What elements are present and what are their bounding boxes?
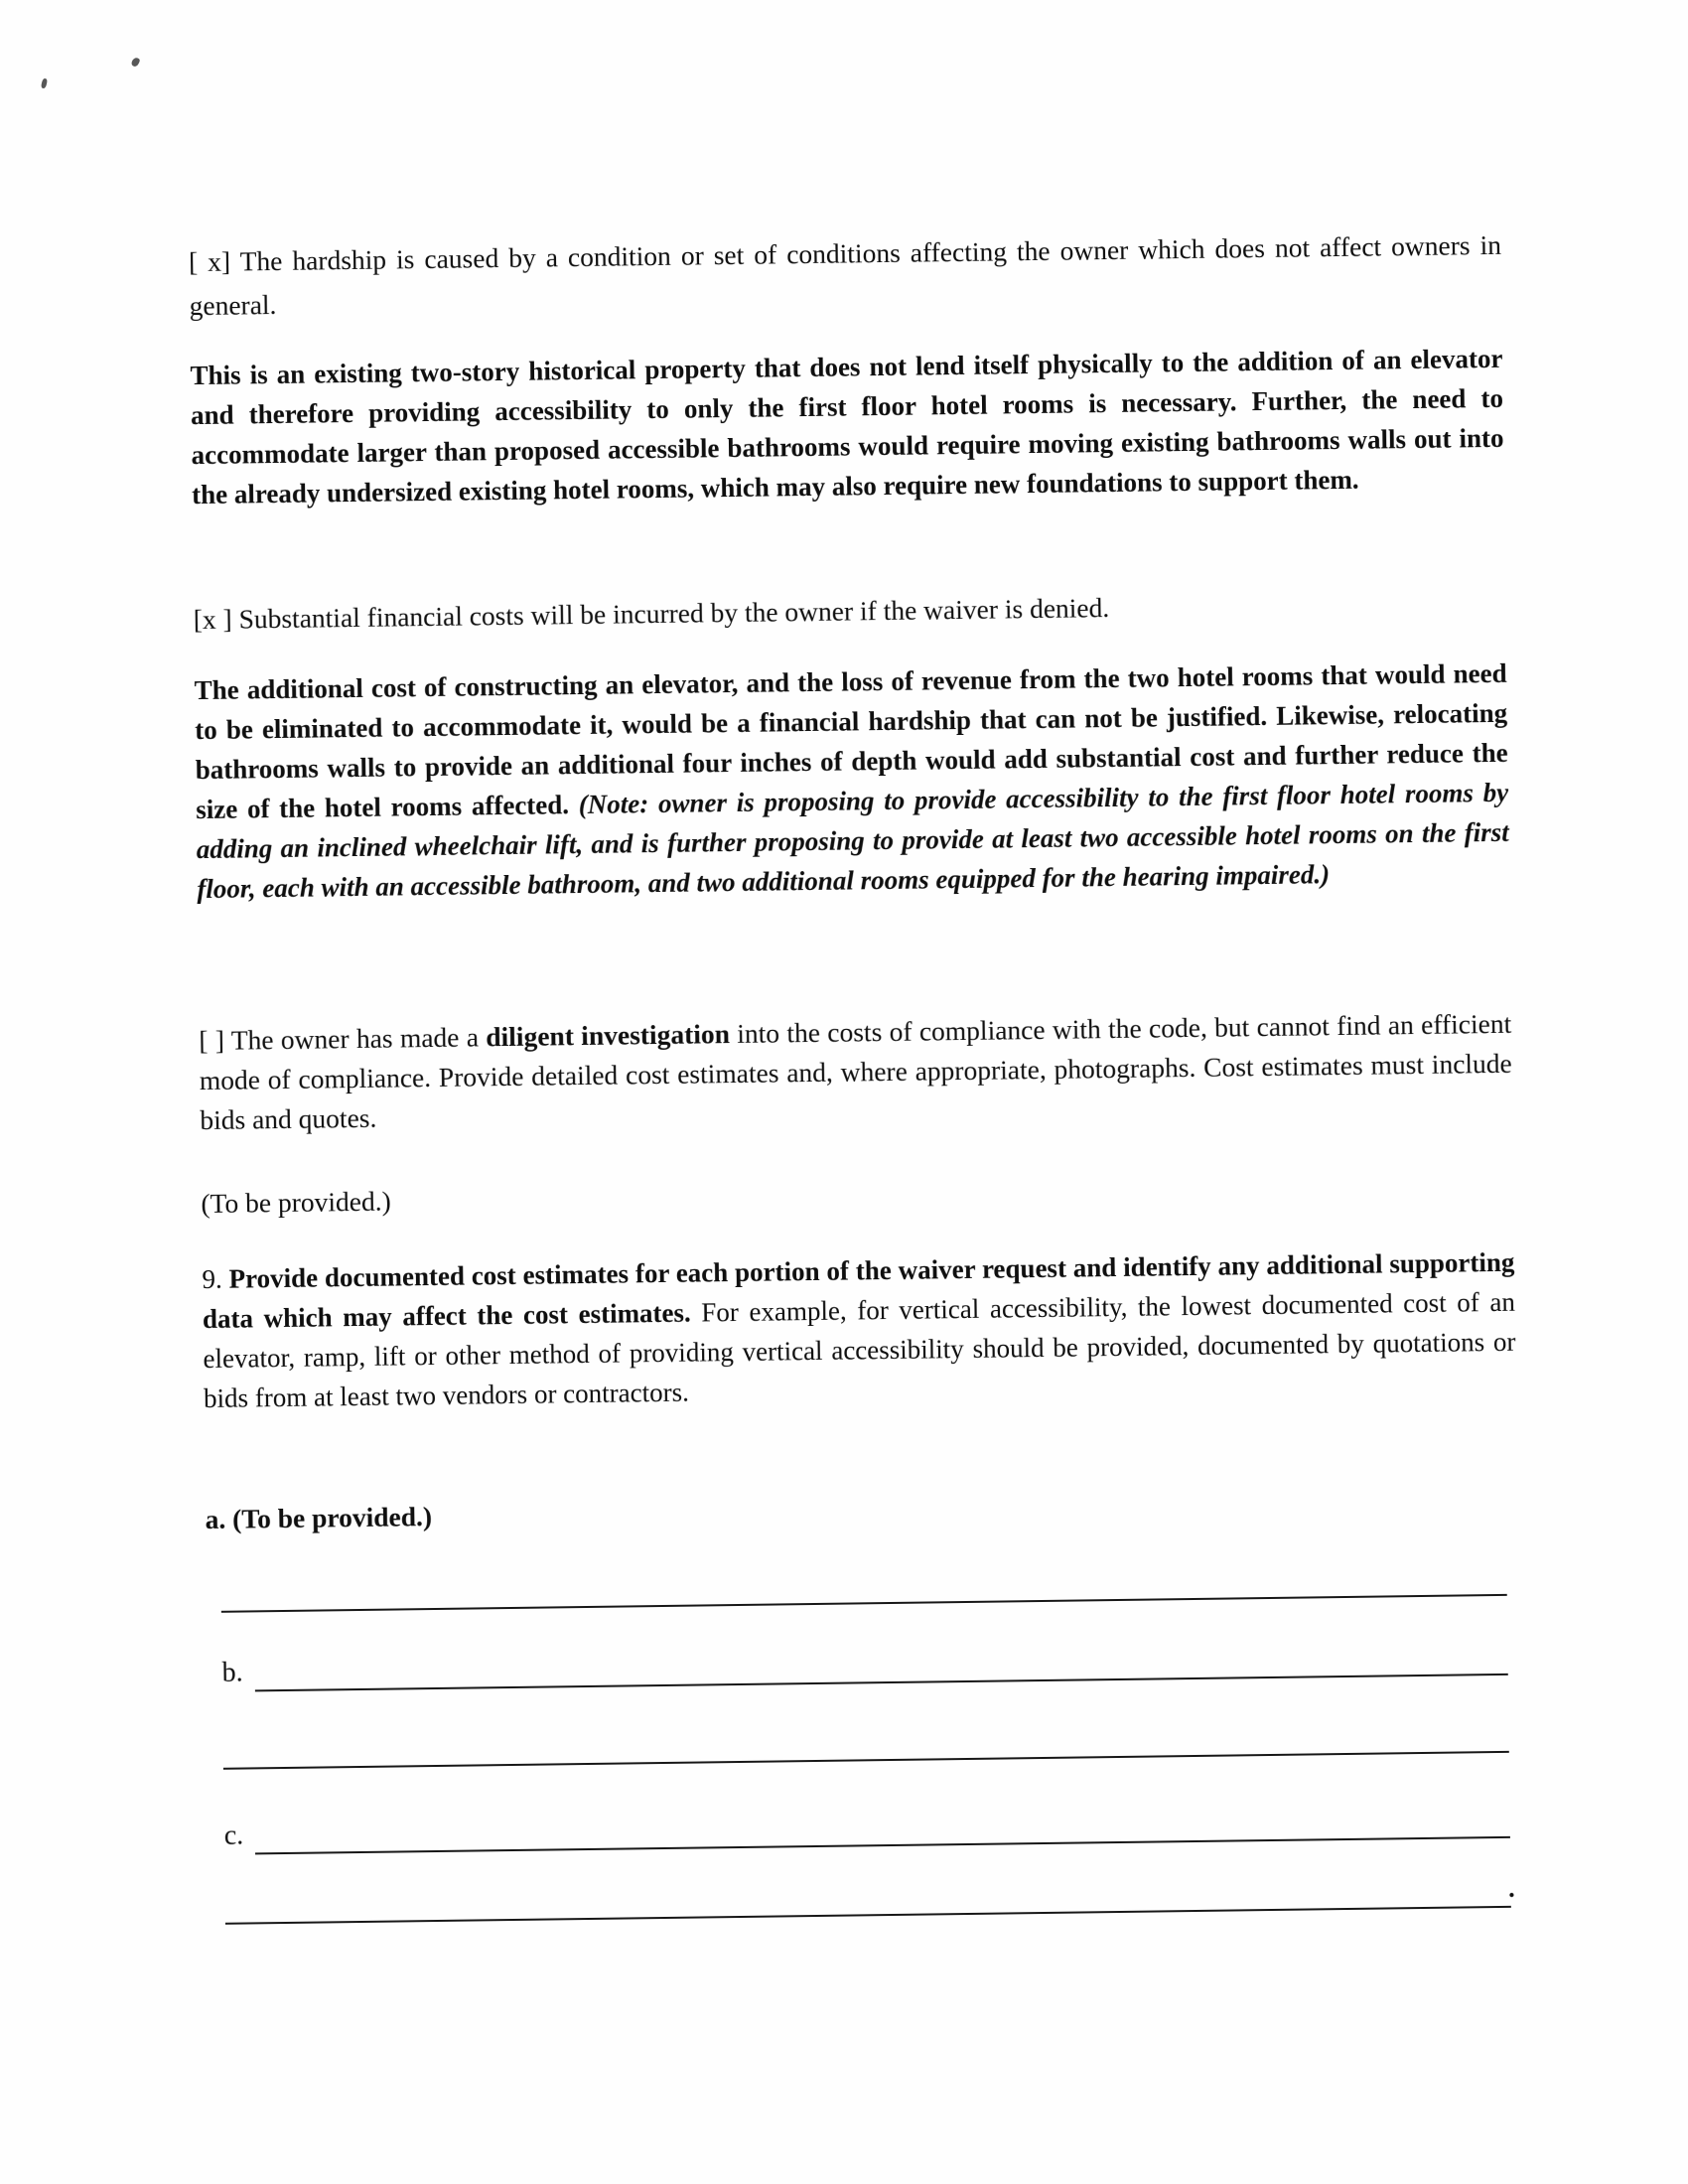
text-run: (To be provided.): [201, 1185, 391, 1220]
blank-answer-line-b[interactable]: [254, 1640, 1507, 1692]
text-run: [ x] The hardship is caused by a condition or set of conditions affecting the owner which does not affect owners in general.: [188, 228, 1502, 322]
text-run: Provide documented cost estimates for each portion of the waiver request and identify any additional supporting data which may affect the cost estimates.: [202, 1246, 1515, 1335]
blank-answer-line-c[interactable]: [255, 1803, 1510, 1855]
blank-answer-line-b2[interactable]: [223, 1751, 1509, 1770]
stray-period-mark: .: [1507, 1873, 1515, 1903]
text-run: This is an existing two-story historical property that does not lend itself physically to the addition of an elevator and therefore providing accessibility to only the first floor hotel rooms is necessary. Further, the need to accommodate larger than proposed accessible bathrooms would require moving existing bathrooms walls out into the already undersized existing hotel rooms, which may also require new foundations to support them.: [190, 343, 1504, 510]
text-run: For example, for vertical accessibility, the lowest documented cost of an elevator, ramp, lift or other method of providing vertical accessibility should be provided, documented by quotations or bids from at least two vendors or contractors.: [203, 1286, 1516, 1414]
text-run: (Note: owner is proposing to provide accessibility to the first floor hotel rooms by adding an inclined wheelchair lift, and is further proposing to provide at least two accessible hotel rooms on the first floor, each with an accessible bathroom, and two additional rooms equipped for the hearing impaired.): [196, 777, 1509, 905]
fill-in-row-b: [221, 1636, 1507, 1692]
blank-answer-line-a[interactable]: [221, 1594, 1507, 1613]
text-run: [x ] Substantial financial costs will be incurred by the owner if the waiver is denied.: [193, 592, 1110, 636]
fill-in-label-c: c.: [223, 1820, 244, 1851]
paragraph-to-be-provided-note: [201, 1167, 1513, 1224]
text-run: into the costs of compliance with the code, but cannot find an efficient mode of compliance. Provide detailed cost estimates and, where appropriate, photographs. Cost estimates must include bids and quotes.: [199, 1007, 1512, 1136]
text-run: a. (To be provided.): [205, 1501, 433, 1535]
paragraph-financial-costs-checkbox: [193, 581, 1505, 642]
fill-in-label-b: b.: [221, 1657, 243, 1688]
paragraph-response-additional-cost: [194, 654, 1509, 909]
blank-answer-line-c2[interactable]: [225, 1873, 1515, 1925]
text-run: The additional cost of constructing an elevator, and the loss of revenue from the two hotel rooms that would need to be eliminated to accommodate it, would be a financial hardship that can not be justified. Likewise, relocating bathrooms walls to provide an additional four inches of depth would add substantial cost and further reduce the size of the hotel rooms affected.: [194, 657, 1508, 825]
paragraph-diligent-investigation-checkbox: [199, 1004, 1512, 1140]
paragraph-hardship-condition-checkbox: [189, 223, 1502, 328]
paragraph-item-9-cost-estimates: [202, 1242, 1516, 1418]
text-run: 9.: [202, 1263, 229, 1295]
text-run: [ ] The owner has made a: [199, 1021, 487, 1057]
text-run: diligent investigation: [486, 1018, 731, 1053]
paragraph-item-a-to-be-provided: [205, 1483, 1517, 1539]
fill-in-row-c: [224, 1799, 1510, 1855]
paragraph-response-historical-property: [190, 339, 1504, 514]
